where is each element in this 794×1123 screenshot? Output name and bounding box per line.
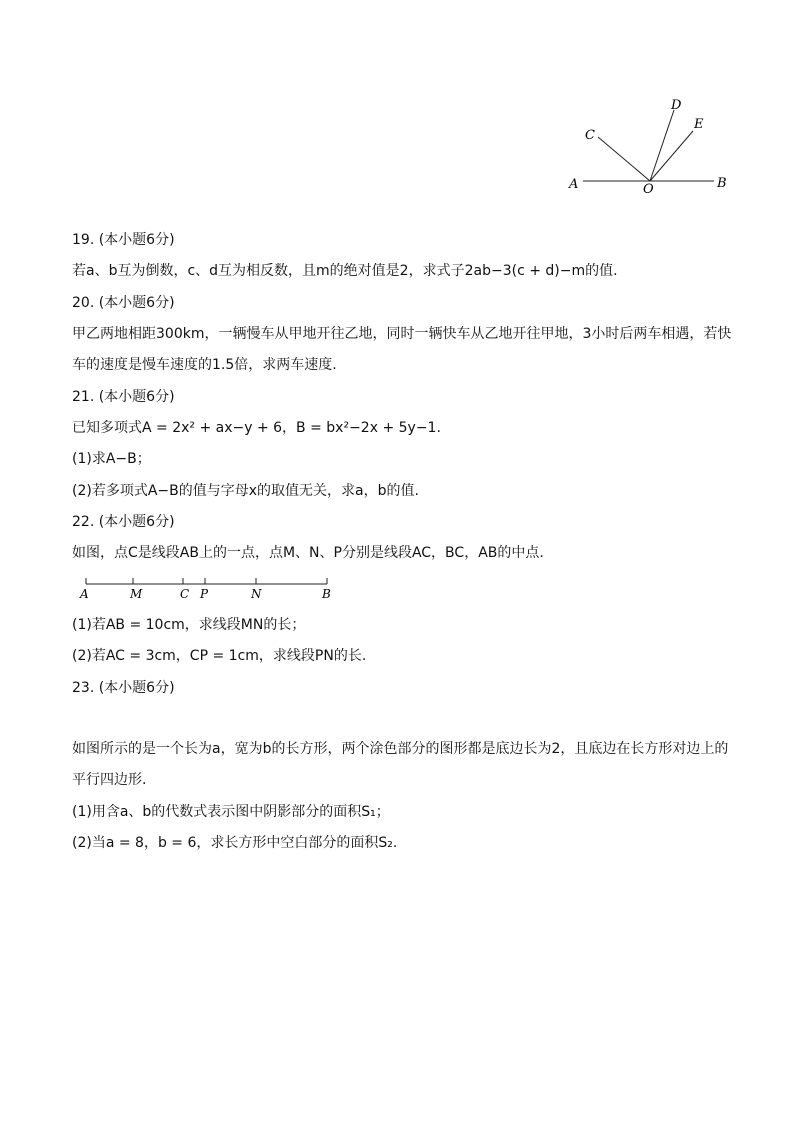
q19-text: 若a、b互为倒数，c、d互为相反数，且m的绝对值是2，求式子2ab−3(c + d)−m的值. bbox=[72, 263, 618, 279]
label-e: E bbox=[694, 117, 704, 132]
seg-label-c: C bbox=[180, 587, 190, 601]
seg-label-n: N bbox=[251, 587, 262, 601]
q23-line2: 平行四边形. bbox=[72, 772, 147, 788]
q21-text: 已知多项式A = 2x² + ax−y + 6，B = bx²−2x + 5y−1. bbox=[72, 420, 441, 436]
segment-figure bbox=[70, 570, 410, 604]
label-b: B bbox=[717, 176, 727, 191]
seg-label-p: P bbox=[200, 587, 209, 601]
angle-figure bbox=[0, 0, 794, 220]
seg-label-m: M bbox=[130, 587, 143, 601]
label-a: A bbox=[569, 177, 579, 192]
seg-label-b: B bbox=[322, 587, 331, 601]
q23-line1: 如图所示的是一个长为a，宽为b的长方形，两个涂色部分的图形都是底边长为2，且底边在长方形对边上的 bbox=[72, 741, 729, 757]
q23-part2: (2)当a = 8，b = 6，求长方形中空白部分的面积S₂. bbox=[72, 835, 398, 851]
q22-part2: (2)若AC = 3cm，CP = 1cm，求线段PN的长. bbox=[72, 648, 367, 664]
label-d: D bbox=[671, 98, 682, 113]
ray-oe bbox=[650, 131, 693, 181]
label-o: O bbox=[643, 182, 654, 197]
ray-od bbox=[650, 110, 674, 181]
q22-heading: 22. (本小题6分) bbox=[72, 514, 175, 530]
ray-oc bbox=[598, 137, 650, 181]
q23-part1: (1)用含a、b的代数式表示图中阴影部分的面积S₁； bbox=[72, 804, 390, 820]
q23-heading: 23. (本小题6分) bbox=[72, 680, 175, 696]
q20-heading: 20. (本小题6分) bbox=[72, 295, 175, 311]
label-c: C bbox=[585, 128, 595, 143]
q20-line2: 车的速度是慢车速度的1.5倍，求两车速度. bbox=[72, 357, 337, 373]
q20-line1: 甲乙两地相距300km，一辆慢车从甲地开往乙地，同时一辆快车从乙地开往甲地，3小时后两车相遇，若快 bbox=[72, 326, 732, 342]
q21-heading: 21. (本小题6分) bbox=[72, 389, 175, 405]
q21-part2: (2)若多项式A−B的值与字母x的取值无关，求a，b的值. bbox=[72, 483, 419, 499]
q22-text: 如图，点C是线段AB上的一点，点M、N、P分别是线段AC，BC，AB的中点. bbox=[72, 545, 544, 561]
seg-label-a: A bbox=[80, 587, 89, 601]
q22-part1: (1)若AB = 10cm，求线段MN的长； bbox=[72, 617, 306, 633]
q21-part1: (1)求A−B； bbox=[72, 451, 151, 467]
q19-heading: 19. (本小题6分) bbox=[72, 232, 175, 248]
